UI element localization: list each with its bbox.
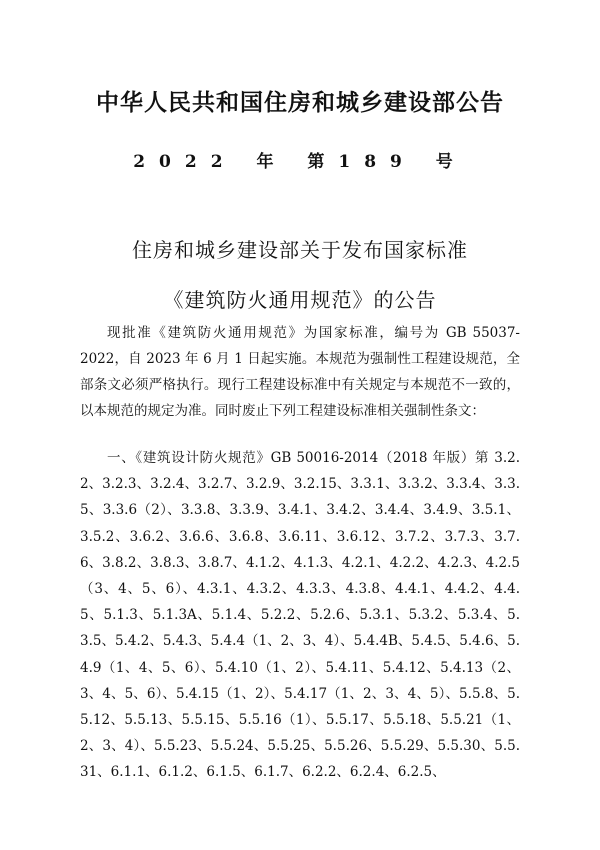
abolished-clauses-item-1: 一、《建筑设计防火规范》GB 50016-2014（2018 年版）第 3.2.2、3.2.3、3.2.4、3.2.7、3.2.9、3.2.15、3.3.1、3.3.2、3.3.4、3.3.5、3.3.6（2）、3.3.8、3.3.9、3.4.1、3.4.2、3.4.4、3.4.9、3.5.1、3.5.2、3.6.2、3.6.6、3.6.8、3.6.11、3.6.12、3.7.2、3.7.3、3.7.6、3.8.2、3.8.3、3.8.7、4.1.2、4.1.3、4.2.1、4.2.2、4.2.3、4.2.5（3、4、5、6）、4.3.1、4.3.2、4.3.3、4.3.8、4.4.1、4.4.2、4.4.5、5.1.3、5.1.3A、5.1.4、5.2.2、5.2.6、5.3.1、5.3.2、5.3.4、5.3.5、5.4.2、5.4.3、5.4.4（1、2、3、4）、5.4.4B、5.4.5、5.4.6、5.4.9（1、4、5、6）、5.4.10（1、2）、5.4.11、5.4.12、5.4.13（2、3、4、5、6）、5.4.15（1、2）、5.4.17（1、2、3、4、5）、5.5.8、5.5.12、5.5.13、5.5.15、5.5.16（1）、5.5.17、5.5.18、5.5.21（1、2、3、4）、5.5.23、5.5.24、5.5.25、5.5.26、5.5.29、5.5.30、5.5.31、6.1.1、6.1.2、6.1.5、6.1.7、6.2.2、6.2.4、6.2.5、 (80, 450, 520, 781)
body-paragraph: 现批准《建筑防火通用规范》为国家标准，编号为 GB 55037-2022，自 2023 年 6 月 1 日起实施。本规范为强制性工程建设规范，全部条文必须严格执行。现行工程建设标准中有关规定与本规范不一致的，以本规范的规定为准。同时废止下列工程建设标准相关强制性条文： (80, 325, 520, 419)
notice-title-line1: 住房和城乡建设部关于发布国家标准 (132, 238, 468, 262)
notice-title-line2: 《建筑防火通用规范》的公告 (163, 288, 437, 312)
ministry-title: 中华人民共和国住房和城乡建设部公告 (96, 90, 504, 116)
notice-number: 2022 年 第189 号 (133, 152, 467, 172)
